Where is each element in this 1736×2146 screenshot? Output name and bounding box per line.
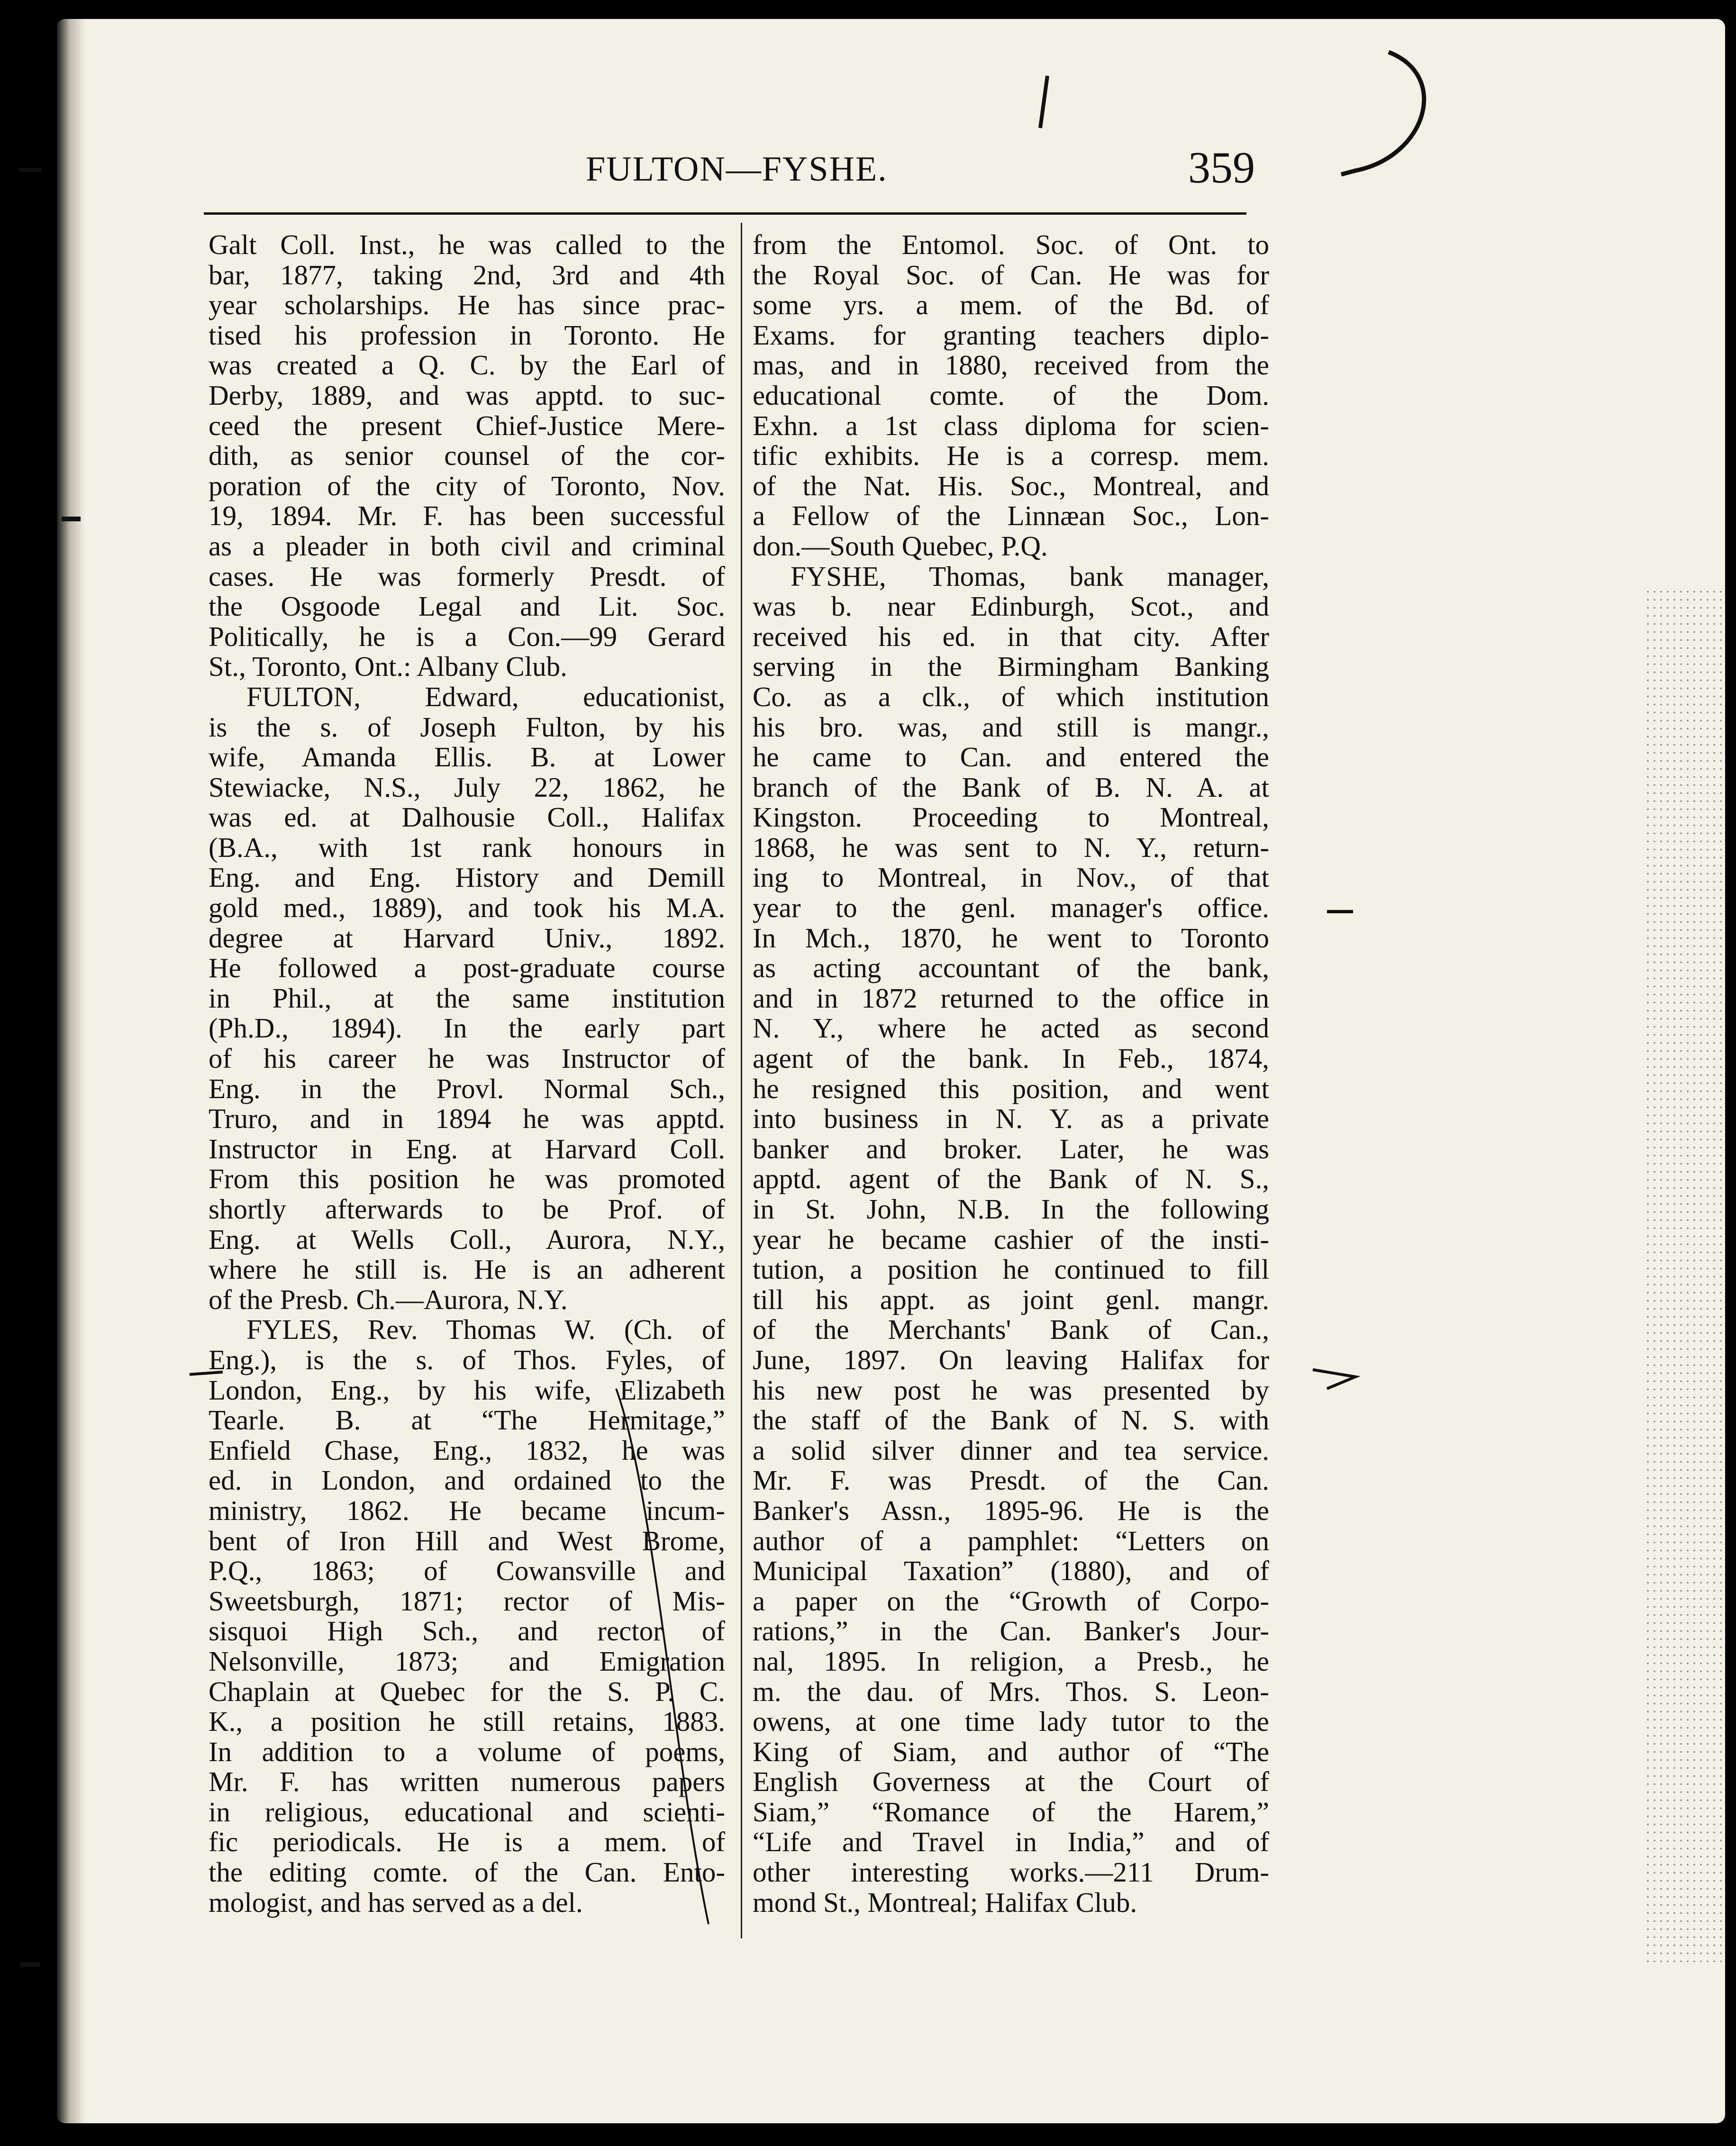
left-column-line: is the s. of Joseph Fulton, by his <box>209 711 725 743</box>
right-column-line: his new post he was presented by <box>753 1374 1269 1406</box>
left-column-line: sisquoi High Sch., and rector of <box>209 1615 725 1647</box>
right-column-line: from the Entomol. Soc. of Ont. to <box>753 229 1269 260</box>
left-column-line: in religious, educational and scienti- <box>209 1796 725 1828</box>
left-column-line: the editing comte. of the Can. Ento- <box>209 1856 725 1888</box>
right-column-line: mond St., Montreal; Halifax Club. <box>753 1886 1137 1918</box>
left-column-line: of the Presb. Ch.—Aurora, N.Y. <box>209 1283 568 1315</box>
left-column-line: was ed. at Dalhousie Coll., Halifax <box>209 801 725 833</box>
margin-dash-2 <box>62 517 81 521</box>
left-column-line: ed. in London, and ordained to the <box>209 1464 725 1496</box>
right-column-line: tific exhibits. He is a corresp. mem. <box>753 440 1269 472</box>
right-column-line: “Life and Travel in India,” and of <box>753 1826 1269 1858</box>
left-column-line: From this position he was promoted <box>209 1163 725 1195</box>
right-column-line: June, 1897. On leaving Halifax for <box>753 1344 1269 1375</box>
right-column-line: don.—South Quebec, P.Q. <box>753 530 1048 562</box>
right-column-line: the Royal Soc. of Can. He was for <box>753 259 1269 291</box>
right-column-line: Kingston. Proceeding to Montreal, <box>753 801 1269 833</box>
right-column-line: agent of the bank. In Feb., 1874, <box>753 1043 1269 1074</box>
margin-dash-1 <box>19 168 42 172</box>
left-column-line: Nelsonville, 1873; and Emigration <box>209 1645 725 1677</box>
right-column-line: a Fellow of the Linnæan Soc., Lon- <box>753 500 1269 532</box>
right-column-line: of the Merchants' Bank of Can., <box>753 1314 1269 1346</box>
left-column-line: Tearle. B. at “The Hermitage,” <box>209 1404 725 1436</box>
left-column-line: He followed a post-graduate course <box>209 952 725 984</box>
left-column-line: Stewiacke, N.S., July 22, 1862, he <box>209 771 725 803</box>
right-column-line: apptd. agent of the Bank of N. S., <box>753 1163 1269 1195</box>
pen-stroke-diagonal <box>616 1389 709 1924</box>
left-column-line: FULTON, Edward, educationist, <box>246 681 725 712</box>
pen-stroke-left-dash <box>190 1372 223 1374</box>
left-column-line: ministry, 1862. He became incum- <box>209 1494 725 1526</box>
right-column-line: of the Nat. His. Soc., Montreal, and <box>753 470 1269 501</box>
left-column-line: Derby, 1889, and was apptd. to suc- <box>209 379 725 411</box>
left-column-line: (Ph.D., 1894). In the early part <box>209 1012 725 1044</box>
left-column-line: Chaplain at Quebec for the S. P. C. <box>209 1675 725 1707</box>
margin-dash-3 <box>20 1962 40 1967</box>
left-column-line: P.Q., 1863; of Cowansville and <box>209 1555 725 1587</box>
right-column-line: m. the dau. of Mrs. Thos. S. Leon- <box>753 1675 1269 1707</box>
right-column-line: year to the genl. manager's office. <box>753 892 1269 924</box>
left-column-line: Politically, he is a Con.—99 Gerard <box>209 620 725 652</box>
right-column-line: tution, a position he continued to fill <box>753 1254 1269 1285</box>
right-column-line: owens, at one time lady tutor to the <box>753 1706 1269 1737</box>
right-column-line: educational comte. of the Dom. <box>753 379 1269 411</box>
right-column-line: Banker's Assn., 1895-96. He is the <box>753 1494 1269 1526</box>
left-column-line: tised his profession in Toronto. He <box>209 319 725 351</box>
left-column-line: mologist, and has served as a del. <box>209 1886 583 1918</box>
right-column-line: FYSHE, Thomas, bank manager, <box>791 560 1269 592</box>
right-column-line: year he became cashier of the insti- <box>753 1223 1269 1255</box>
left-column-line: dith, as senior counsel of the cor- <box>209 440 725 472</box>
left-column-line: bar, 1877, taking 2nd, 3rd and 4th <box>209 259 725 291</box>
right-column-line: some yrs. a mem. of the Bd. of <box>753 289 1269 321</box>
left-column-line: Eng. and Eng. History and Demill <box>209 862 725 893</box>
right-column-line: Exams. for granting teachers diplo- <box>753 319 1269 351</box>
right-column-line: Co. as a clk., of which institution <box>753 681 1269 712</box>
right-column-line: as acting accountant of the bank, <box>753 952 1269 984</box>
left-column-line: K., a position he still retains, 1883. <box>209 1706 725 1737</box>
left-column-line: In addition to a volume of poems, <box>209 1736 725 1767</box>
right-column-line: branch of the Bank of B. N. A. at <box>753 771 1269 803</box>
right-column-line: a solid silver dinner and tea service. <box>753 1434 1269 1466</box>
left-column-line: Instructor in Eng. at Harvard Coll. <box>209 1133 725 1164</box>
left-column-line: Eng. in the Provl. Normal Sch., <box>209 1073 725 1104</box>
pen-stroke-top-arc <box>1341 52 1424 174</box>
left-column-line: was created a Q. C. by the Earl of <box>209 349 725 381</box>
right-column-line: was b. near Edinburgh, Scot., and <box>753 591 1269 622</box>
right-column-line: nal, 1895. In religion, a Presb., he <box>753 1645 1269 1677</box>
left-column-line: Galt Coll. Inst., he was called to the <box>209 229 725 260</box>
right-column-line: his bro. was, and still is mangr., <box>753 711 1269 743</box>
right-column-line: he resigned this position, and went <box>753 1073 1269 1104</box>
left-column-line: poration of the city of Toronto, Nov. <box>209 470 725 501</box>
right-column-line: Municipal Taxation” (1880), and of <box>753 1555 1269 1587</box>
running-header: FULTON—FYSHE. <box>586 150 888 189</box>
right-column-line: author of a pamphlet: “Letters on <box>753 1525 1269 1556</box>
right-column-line: a paper on the “Growth of Corpo- <box>753 1585 1269 1617</box>
right-column-line: the staff of the Bank of N. S. with <box>753 1404 1269 1436</box>
right-column-line: in St. John, N.B. In the following <box>753 1193 1269 1225</box>
right-column-line: till his appt. as joint genl. mangr. <box>753 1283 1269 1315</box>
right-column-line: into business in N. Y. as a private <box>753 1103 1269 1135</box>
right-column-line: King of Siam, and author of “The <box>753 1736 1269 1767</box>
right-column-line: mas, and in 1880, received from the <box>753 349 1269 381</box>
right-column-line: received his ed. in that city. After <box>753 620 1269 652</box>
right-column-line: and in 1872 returned to the office in <box>753 982 1269 1014</box>
left-column-line: cases. He was formerly Presdt. of <box>209 560 725 592</box>
right-column-line: N. Y., where he acted as second <box>753 1012 1269 1044</box>
left-column-line: Eng.), is the s. of Thos. Fyles, of <box>209 1344 725 1375</box>
right-column-line: Siam,” “Romance of the Harem,” <box>753 1796 1269 1828</box>
right-column-line: ing to Montreal, in Nov., of that <box>753 862 1269 893</box>
right-column-line: rations,” in the Can. Banker's Jour- <box>753 1615 1269 1647</box>
right-column-line: serving in the Birmingham Banking <box>753 651 1269 682</box>
right-column-line: he came to Can. and entered the <box>753 741 1269 773</box>
right-column-line: In Mch., 1870, he went to Toronto <box>753 922 1269 954</box>
left-column-line: (B.A., with 1st rank honours in <box>209 831 725 863</box>
left-column-line: wife, Amanda Ellis. B. at Lower <box>209 741 725 773</box>
left-column-line: Mr. F. has written numerous papers <box>209 1766 725 1798</box>
right-column-line: other interesting works.—211 Drum- <box>753 1856 1269 1888</box>
right-column-line: Exhn. a 1st class diploma for scien- <box>753 409 1269 441</box>
left-column-line: in Phil., at the same institution <box>209 982 725 1014</box>
left-column-line: ceed the present Chief-Justice Mere- <box>209 409 725 441</box>
pen-stroke-margin-arrow <box>1313 1370 1355 1389</box>
pen-stroke-top-tick <box>1040 76 1047 128</box>
left-column-line: year scholarships. He has since prac- <box>209 289 725 321</box>
left-column-line: where he still is. He is an adherent <box>209 1254 725 1285</box>
right-column-line: English Governess at the Court of <box>753 1766 1269 1798</box>
left-column-line: as a pleader in both civil and criminal <box>209 530 725 562</box>
left-column-line: Enfield Chase, Eng., 1832, he was <box>209 1434 725 1466</box>
left-column-line: bent of Iron Hill and West Brome, <box>209 1525 725 1556</box>
margin-dash-4 <box>1327 910 1353 913</box>
left-column-line: fic periodicals. He is a mem. of <box>209 1826 725 1858</box>
left-column-line: Sweetsburgh, 1871; rector of Mis- <box>209 1585 725 1617</box>
left-column-line: degree at Harvard Univ., 1892. <box>209 922 725 954</box>
left-column-line: the Osgoode Legal and Lit. Soc. <box>209 591 725 622</box>
left-column-line: shortly afterwards to be Prof. of <box>209 1193 725 1225</box>
right-column-line: 1868, he was sent to N. Y., return- <box>753 831 1269 863</box>
right-column-line: Mr. F. was Presdt. of the Can. <box>753 1464 1269 1496</box>
left-column-line: of his career he was Instructor of <box>209 1043 725 1074</box>
right-column-line: banker and broker. Later, he was <box>753 1133 1269 1164</box>
page-number: 359 <box>1188 143 1255 192</box>
left-column-line: Eng. at Wells Coll., Aurora, N.Y., <box>209 1223 725 1255</box>
left-column-line: FYLES, Rev. Thomas W. (Ch. of <box>246 1314 725 1346</box>
left-column-line: London, Eng., by his wife, Elizabeth <box>209 1374 725 1406</box>
left-column-line: gold med., 1889), and took his M.A. <box>209 892 725 924</box>
left-column-line: 19, 1894. Mr. F. has been successful <box>209 500 725 532</box>
left-column-line: St., Toronto, Ont.: Albany Club. <box>209 651 567 682</box>
left-column-line: Truro, and in 1894 he was apptd. <box>209 1103 725 1135</box>
